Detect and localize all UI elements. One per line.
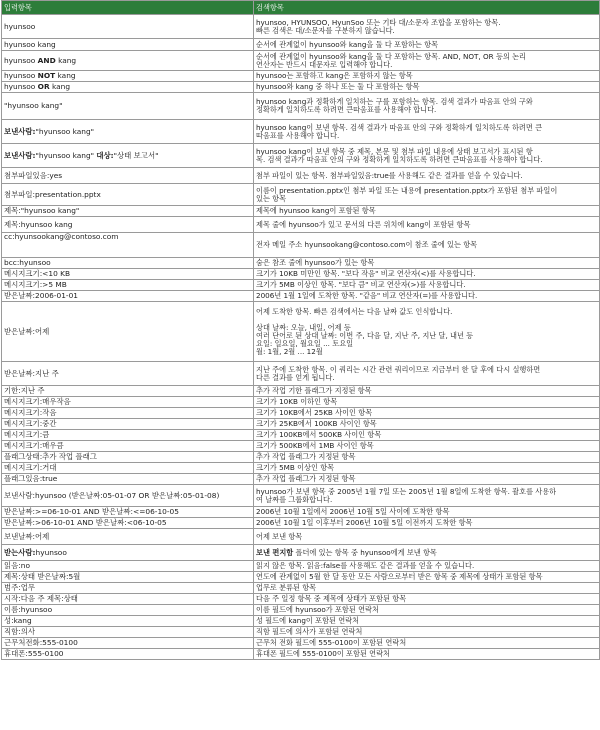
query-cell bbox=[2, 280, 254, 291]
table-row bbox=[2, 51, 600, 71]
result-line: 크기가 10KB 이하인 항목 bbox=[256, 397, 338, 406]
result-line: 목. 검색 결과가 따옴표 안의 구와 정확하게 일치하도록 하려면 큰따옴표를 사용해야 합니다. bbox=[256, 154, 543, 164]
query-text: 받은날짜:>06-10-01 AND 받은날짜:<06-10-05 bbox=[4, 518, 167, 527]
table-header-row bbox=[2, 1, 600, 15]
query-text: 직함:의사 bbox=[4, 627, 36, 636]
table-row bbox=[2, 71, 600, 82]
result-cell bbox=[254, 184, 600, 206]
result-cell bbox=[254, 408, 600, 419]
result-cell bbox=[254, 15, 600, 39]
query-text: 시작:다음 주 제목:상태 bbox=[4, 594, 78, 603]
table-row bbox=[2, 184, 600, 206]
result-cell bbox=[254, 594, 600, 605]
query-cell bbox=[2, 71, 254, 82]
result-line: 크기가 25KB에서 100KB 사이인 항목 bbox=[256, 419, 377, 428]
query-text: 제목:상태 받은날짜:5월 bbox=[4, 572, 81, 581]
result-line: 업무로 분류된 항목 bbox=[256, 583, 317, 592]
query-text: "hyunsoo kang" bbox=[4, 101, 63, 110]
query-text: 받은날짜:2006-01-01 bbox=[4, 291, 78, 300]
query-text: 범주:업무 bbox=[4, 583, 36, 592]
query-cell bbox=[2, 233, 254, 258]
result-line: 제목 줄에 hyunsoo가 있고 문서의 다른 위치에 kang이 포함된 항목 bbox=[256, 219, 471, 229]
result-cell bbox=[254, 362, 600, 386]
query-text: 메시지크기:작음 bbox=[4, 408, 57, 417]
query-text: 보낸사람: bbox=[4, 126, 36, 136]
result-cell bbox=[254, 419, 600, 430]
query-text: 메시지크기:큼 bbox=[4, 430, 50, 439]
table-row bbox=[2, 474, 600, 485]
result-cell bbox=[254, 71, 600, 82]
query-cell bbox=[2, 561, 254, 572]
result-line: 이름 필드에 hyunsoo가 포함된 연락처 bbox=[256, 605, 379, 614]
result-line: 따옴표를 사용해야 합니다. bbox=[256, 130, 340, 140]
result-line: 연도에 관계없이 5월 한 달 동안 모든 사람으로부터 받은 항목 중 제목에 상태가 포함된 항목 bbox=[256, 572, 543, 581]
query-cell bbox=[2, 419, 254, 430]
query-text: "hyunsoo kang" bbox=[35, 150, 97, 160]
table-row bbox=[2, 485, 600, 507]
result-cell bbox=[254, 638, 600, 649]
table-row bbox=[2, 93, 600, 120]
result-cell bbox=[254, 217, 600, 233]
result-cell bbox=[254, 627, 600, 638]
query-text: kang bbox=[55, 71, 76, 80]
query-text: NOT bbox=[37, 71, 56, 80]
table-row bbox=[2, 362, 600, 386]
query-cell bbox=[2, 474, 254, 485]
query-cell bbox=[2, 82, 254, 93]
table-row bbox=[2, 583, 600, 594]
query-text: 대상: bbox=[96, 150, 114, 160]
table-row bbox=[2, 594, 600, 605]
query-text: 이름:hyunsoo bbox=[4, 605, 53, 614]
query-cell bbox=[2, 408, 254, 419]
result-cell bbox=[254, 561, 600, 572]
query-text: 성:kang bbox=[4, 616, 32, 625]
table-row bbox=[2, 507, 600, 518]
query-text: 받은날짜:지난 주 bbox=[4, 368, 59, 378]
result-line: 상대 날짜: 오늘, 내일, 어제 등 bbox=[256, 322, 351, 332]
result-line: 추가 작업 기한 플래그가 지정된 항목 bbox=[256, 386, 372, 395]
table-row bbox=[2, 269, 600, 280]
query-cell bbox=[2, 583, 254, 594]
result-line: 2006년 1월 1일에 도착한 항목. "같음" 비교 연산자(=)를 사용합니다. bbox=[256, 291, 478, 300]
result-line: 크기가 5MB 이상인 항목 bbox=[256, 463, 335, 472]
table-row bbox=[2, 441, 600, 452]
query-text: kang bbox=[55, 55, 77, 65]
table-row bbox=[2, 280, 600, 291]
query-cell bbox=[2, 144, 254, 168]
query-text: 근무처전화:555-0100 bbox=[4, 638, 78, 647]
query-text: 받는사람: bbox=[4, 547, 36, 557]
query-cell bbox=[2, 594, 254, 605]
query-text: 제목:hyunsoo kang bbox=[4, 219, 73, 229]
query-cell bbox=[2, 529, 254, 545]
query-cell bbox=[2, 545, 254, 561]
result-cell bbox=[254, 144, 600, 168]
result-line: 이름이 presentation.pptx인 첨부 파일 또는 내용에 presentation.pptx가 포함된 첨부 파일이 bbox=[256, 185, 558, 195]
table-row bbox=[2, 627, 600, 638]
result-line: 숨은 참조 줄에 hyunsoo가 있는 항목 bbox=[256, 258, 375, 267]
table-row bbox=[2, 463, 600, 474]
query-text: 제목:"hyunsoo kang" bbox=[4, 206, 80, 215]
query-text: 메시지크기:매우작음 bbox=[4, 397, 71, 406]
query-cell bbox=[2, 362, 254, 386]
query-cell bbox=[2, 649, 254, 660]
header-result-column: 검색항목 bbox=[254, 1, 600, 15]
result-line: 크기가 5MB 이상인 항목. "보다 큼" 비교 연산자(>)를 사용합니다. bbox=[256, 280, 466, 289]
result-line: hyunsoo kang과 정확하게 일치하는 구를 포함하는 항목. 검색 결과가 따옴표 안의 구와 bbox=[256, 97, 533, 106]
query-text: 첨부파일있음:yes bbox=[4, 170, 63, 180]
query-cell bbox=[2, 168, 254, 184]
query-text: 보낸사람:hyunsoo (받은날짜:05-01-07 OR 받은날짜:05-01-08) bbox=[4, 490, 220, 500]
result-line: hyunsoo kang이 보낸 항목 중 제목, 본문 및 첨부 파일 내용에 상태 보고서가 표시된 항 bbox=[256, 146, 533, 156]
query-text: AND bbox=[37, 55, 56, 65]
query-text: 기한:지난 주 bbox=[4, 386, 45, 395]
query-cell bbox=[2, 93, 254, 120]
result-text: 폴더에 있는 항목 중 hyunsoo에게 보낸 항목 bbox=[293, 547, 437, 557]
query-text: 메시지크기:중간 bbox=[4, 419, 57, 428]
table-row bbox=[2, 217, 600, 233]
result-cell bbox=[254, 291, 600, 302]
result-line: 어제 보낸 항목 bbox=[256, 531, 303, 541]
result-cell bbox=[254, 82, 600, 93]
table-row bbox=[2, 258, 600, 269]
query-text: 첨부파일:presentation.pptx bbox=[4, 189, 101, 199]
query-cell bbox=[2, 463, 254, 474]
query-cell bbox=[2, 616, 254, 627]
query-cell bbox=[2, 485, 254, 507]
result-line: hyunsoo와 kang 중 하나 또는 둘 다 포함하는 항목 bbox=[256, 82, 420, 91]
query-cell bbox=[2, 572, 254, 583]
result-cell bbox=[254, 233, 600, 258]
result-line: 크기가 500KB에서 1MB 사이인 항목 bbox=[256, 441, 374, 450]
query-cell bbox=[2, 51, 254, 71]
table-row bbox=[2, 39, 600, 51]
result-line: 다른 결과를 얻게 됩니다. bbox=[256, 372, 335, 382]
header-input-column: 입력항목 bbox=[2, 1, 254, 15]
result-cell bbox=[254, 269, 600, 280]
result-cell bbox=[254, 39, 600, 51]
query-text: bcc:hyunsoo bbox=[4, 258, 51, 267]
result-line: 추가 작업 플래그가 지정된 항목 bbox=[256, 474, 356, 483]
result-cell bbox=[254, 302, 600, 362]
table-row bbox=[2, 649, 600, 660]
query-text: hyunsoo kang bbox=[4, 39, 56, 49]
result-line: 다음 주 일정 항목 중 제목에 상태가 포함된 항목 bbox=[256, 594, 407, 603]
query-cell bbox=[2, 269, 254, 280]
query-text: 보낸사람: bbox=[4, 150, 36, 160]
query-cell bbox=[2, 638, 254, 649]
query-cell bbox=[2, 605, 254, 616]
query-text: hyunsoo bbox=[35, 547, 67, 557]
result-line: 근무처 전화 필드에 555-0100이 포함된 연락처 bbox=[256, 638, 407, 647]
result-cell bbox=[254, 616, 600, 627]
query-cell bbox=[2, 518, 254, 529]
result-line: 여러 단어로 된 상대 날짜: 이번 주, 다음 달, 지난 주, 지난 달, 내년 등 bbox=[256, 330, 474, 340]
result-line: hyunsoo는 포함하고 kang은 포함하지 않는 항목 bbox=[256, 71, 413, 80]
result-cell bbox=[254, 529, 600, 545]
result-line: 전자 메일 주소 hyunsookang@contoso.com이 참조 줄에 있는 항목 bbox=[256, 240, 478, 249]
query-text: kang bbox=[49, 82, 71, 91]
result-cell bbox=[254, 386, 600, 397]
query-text: cc:hyunsookang@contoso.com bbox=[4, 232, 119, 241]
query-cell bbox=[2, 627, 254, 638]
result-line: 읽지 않은 항목. 읽음:false를 사용해도 같은 결과를 얻을 수 있습니다. bbox=[256, 561, 475, 570]
query-cell bbox=[2, 39, 254, 51]
result-cell bbox=[254, 168, 600, 184]
result-line: 직함 필드에 의사가 포함된 연락처 bbox=[256, 627, 363, 636]
query-text: hyunsoo bbox=[4, 82, 38, 91]
query-cell bbox=[2, 397, 254, 408]
result-line: 어제 도착한 항목. 빠른 검색에서는 다음 날짜 값도 인식합니다. bbox=[256, 306, 453, 316]
result-cell bbox=[254, 120, 600, 144]
result-line: 첨부 파일이 있는 항목. 첨부파일있음:true를 사용해도 같은 결과를 얻을 수 있습니다. bbox=[256, 170, 523, 180]
result-line: hyunsoo kang이 보낸 항목. 검색 결과가 따옴표 안의 구와 정확하게 일치하도록 하려면 큰 bbox=[256, 122, 543, 132]
result-line: 성 필드에 kang이 포함된 연락처 bbox=[256, 616, 360, 625]
result-line: 월: 1월, 2월 ... 12월 bbox=[256, 346, 323, 356]
result-cell bbox=[254, 474, 600, 485]
query-cell bbox=[2, 452, 254, 463]
table-row bbox=[2, 419, 600, 430]
table-row bbox=[2, 386, 600, 397]
result-line: 지난 주에 도착한 항목. 이 쿼리는 시간 관련 쿼리이므로 지금부터 한 달 후에 다시 실행하면 bbox=[256, 364, 541, 374]
query-cell bbox=[2, 15, 254, 39]
result-line: 제목에 hyunsoo kang이 포함된 항목 bbox=[256, 206, 376, 215]
query-text: 메시지크기:매우큼 bbox=[4, 441, 64, 450]
result-cell bbox=[254, 545, 600, 561]
result-cell bbox=[254, 518, 600, 529]
result-line: 크기가 100KB에서 500KB 사이인 항목 bbox=[256, 430, 382, 439]
query-cell bbox=[2, 302, 254, 362]
query-text: 메시지크기:거대 bbox=[4, 463, 57, 472]
result-line: 추가 작업 플래그가 지정된 항목 bbox=[256, 452, 356, 461]
query-text: 읽음:no bbox=[4, 561, 30, 570]
table-row bbox=[2, 120, 600, 144]
query-text: 메시지크기:>5 MB bbox=[4, 280, 67, 289]
result-line: 순서에 관계없이 hyunsoo와 kang을 둘 다 포함하는 항목 bbox=[256, 39, 439, 49]
result-line: 있는 항목 bbox=[256, 193, 287, 203]
query-text: 플래그상태:추가 작업 플래그 bbox=[4, 452, 97, 461]
table-row bbox=[2, 430, 600, 441]
query-cell bbox=[2, 120, 254, 144]
result-cell bbox=[254, 463, 600, 474]
result-text: 보낸 편지함 bbox=[256, 547, 294, 557]
table-row bbox=[2, 408, 600, 419]
query-text: 받은날짜:>=06-10-01 AND 받은날짜:<=06-10-05 bbox=[4, 507, 179, 516]
table-row bbox=[2, 545, 600, 561]
table-row bbox=[2, 572, 600, 583]
table-row bbox=[2, 144, 600, 168]
result-line: 연산자는 반드시 대문자로 입력해야 합니다. bbox=[256, 59, 393, 69]
result-cell bbox=[254, 441, 600, 452]
table-row bbox=[2, 168, 600, 184]
query-cell bbox=[2, 507, 254, 518]
query-cell bbox=[2, 441, 254, 452]
query-cell bbox=[2, 430, 254, 441]
result-line: 정확하게 일치하도록 하려면 큰따옴표를 사용해야 합니다. bbox=[256, 105, 437, 114]
query-cell bbox=[2, 386, 254, 397]
query-cell bbox=[2, 291, 254, 302]
query-text: hyunsoo bbox=[4, 71, 38, 80]
search-syntax-table bbox=[1, 0, 600, 660]
table-row bbox=[2, 561, 600, 572]
query-cell bbox=[2, 206, 254, 217]
table-row bbox=[2, 638, 600, 649]
table-row bbox=[2, 206, 600, 217]
result-line: 크기가 10KB 미만인 항목. "보다 작음" 비교 연산자(<)를 사용합니다. bbox=[256, 269, 476, 278]
result-cell bbox=[254, 51, 600, 71]
table-row bbox=[2, 233, 600, 258]
table-row bbox=[2, 452, 600, 463]
result-cell bbox=[254, 452, 600, 463]
result-line: hyunsoo가 보낸 항목 중 2005년 1월 7일 또는 2005년 1월 8일에 도착한 항목. 괄호를 사용하 bbox=[256, 486, 557, 496]
query-text: "상태 보고서" bbox=[113, 150, 159, 160]
query-text: 받은날짜:어제 bbox=[4, 326, 50, 336]
result-line: 빠른 검색은 대/소문자를 구분하지 않습니다. bbox=[256, 25, 395, 35]
table-row bbox=[2, 616, 600, 627]
table-row bbox=[2, 529, 600, 545]
query-text: 메시지크기:<10 KB bbox=[4, 269, 71, 278]
result-cell bbox=[254, 605, 600, 616]
result-cell bbox=[254, 507, 600, 518]
query-text: OR bbox=[37, 82, 50, 91]
result-cell bbox=[254, 572, 600, 583]
query-text: "hyunsoo kang" bbox=[35, 126, 95, 136]
query-text: 플래그있음:true bbox=[4, 474, 58, 483]
query-cell bbox=[2, 217, 254, 233]
result-line: 휴대폰 필드에 555-0100이 포함된 연락처 bbox=[256, 649, 391, 658]
result-line: 순서에 관계없이 hyunsoo와 kang을 둘 다 포함하는 항목. AND, NOT, OR 등의 논리 bbox=[256, 51, 526, 61]
result-cell bbox=[254, 583, 600, 594]
result-cell bbox=[254, 258, 600, 269]
result-cell bbox=[254, 206, 600, 217]
table-row bbox=[2, 605, 600, 616]
result-line: 2006년 10월 1일 이후부터 2006년 10월 5일 이전까지 도착한 항목 bbox=[256, 518, 473, 527]
query-cell bbox=[2, 184, 254, 206]
result-cell bbox=[254, 485, 600, 507]
result-cell bbox=[254, 93, 600, 120]
table-row bbox=[2, 302, 600, 362]
result-line: 크기가 10KB에서 25KB 사이인 항목 bbox=[256, 408, 373, 417]
query-text: hyunsoo bbox=[4, 55, 38, 65]
result-cell bbox=[254, 397, 600, 408]
query-text: hyunsoo bbox=[4, 21, 36, 31]
result-line: 2006년 10월 1일에서 2006년 10월 5일 사이에 도착한 항목 bbox=[256, 507, 450, 516]
result-line: 여 날짜를 그룹화합니다. bbox=[256, 494, 333, 504]
query-text: 휴대폰:555-0100 bbox=[4, 649, 64, 658]
table-row bbox=[2, 82, 600, 93]
result-line: hyunsoo, HYUNSOO, HyunSoo 또는 기타 대/소문자 조합을 포함하는 항목. bbox=[256, 17, 501, 27]
result-cell bbox=[254, 649, 600, 660]
result-line: 요일: 일요일, 월요일 ... 토요일 bbox=[256, 338, 354, 348]
query-cell bbox=[2, 258, 254, 269]
table-row bbox=[2, 15, 600, 39]
table-row bbox=[2, 518, 600, 529]
query-text: 보낸날짜:어제 bbox=[4, 531, 50, 541]
table-row bbox=[2, 291, 600, 302]
table-row bbox=[2, 397, 600, 408]
result-cell bbox=[254, 430, 600, 441]
result-cell bbox=[254, 280, 600, 291]
